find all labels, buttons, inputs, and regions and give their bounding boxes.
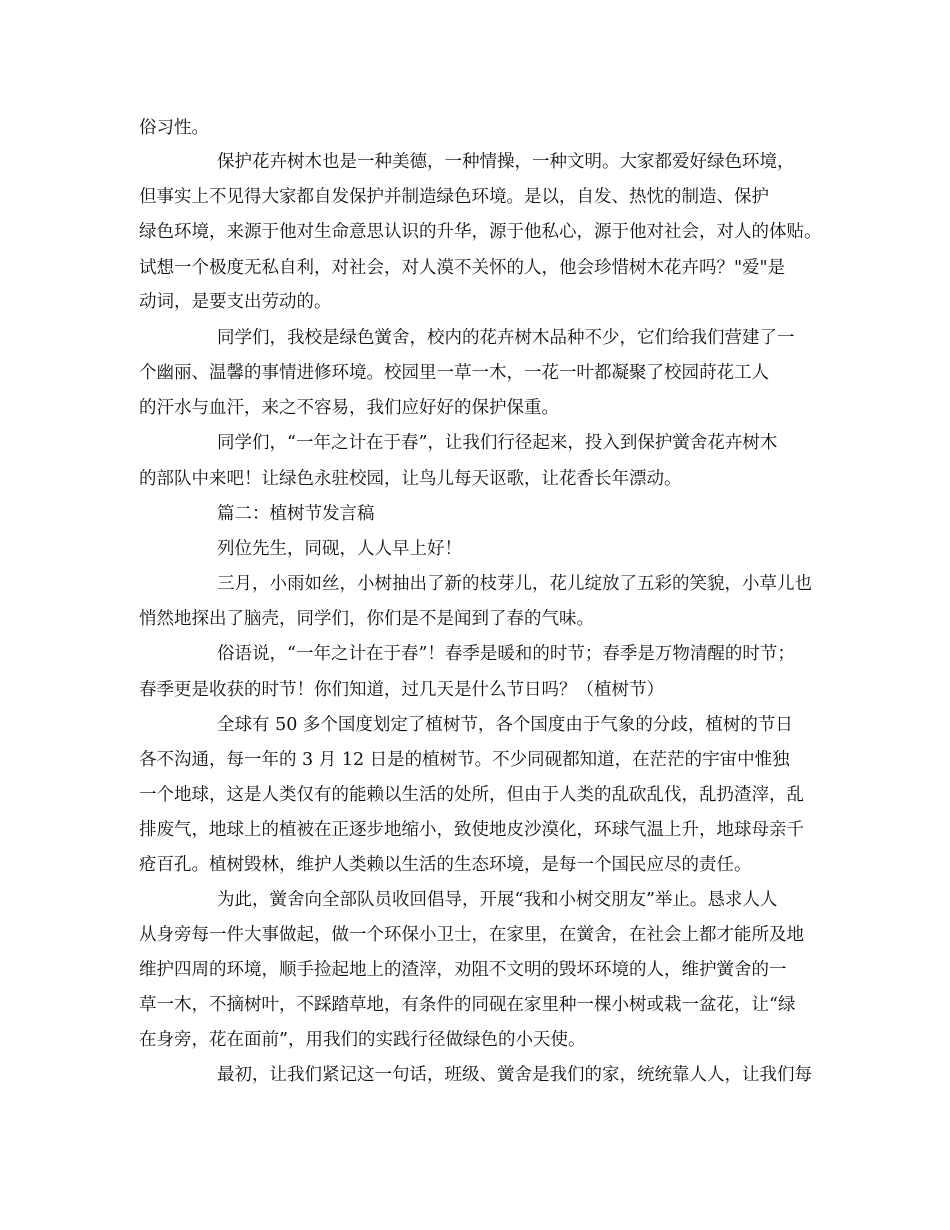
text-line: 的部队中来吧！让绿色永驻校园，让鸟儿每天讴歌，让花香长年漂动。	[139, 469, 682, 489]
text-line: 俗习性。	[139, 118, 209, 138]
text-line: 最初，让我们紧记这一句话，班级、黉舍是我们的家，统统靠人人，让我们每	[217, 1065, 812, 1085]
text-line: 从身旁每一件大事做起，做一个环保小卫士，在家里，在黉舍，在社会上都才能所及地	[139, 925, 804, 945]
text-line: 全球有 50 多个国度划定了植树节，各个国度由于气象的分歧，植树的节日	[217, 715, 793, 735]
text-line: 在身旁，花在面前”，用我们的实践行径做绿色的小天使。	[139, 1030, 586, 1050]
text-line: 维护四周的环境，顺手捡起地上的渣滓，劝阻不文明的毁坏环境的人，维护黉舍的一	[139, 960, 787, 980]
text-line: 试想一个极度无私自利，对社会，对人漠不关怀的人，他会珍惜树木花卉吗？"爱"是	[139, 258, 786, 278]
text-line: 三月，小雨如丝，小树抽出了新的枝芽儿，花儿绽放了五彩的笑貌，小草儿也	[217, 574, 812, 594]
text-line: 绿色环境，来源于他对生命意思认识的升华，源于他私心，源于他对社会，对人的体贴。	[139, 222, 822, 242]
text-line: 但事实上不见得大家都自发保护并制造绿色环境。是以，自发、热忱的制造、保护	[139, 187, 769, 207]
text-line: 的汗水与血汗，来之不容易，我们应好好的保护保重。	[139, 398, 559, 418]
text-line: 俗语说，“一年之计在于春”！春季是暖和的时节；春季是万物清醒的时节；	[217, 644, 795, 664]
text-line: 排废气，地球上的植被在正逐步地缩小，致使地皮沙漠化，环球气温上升，地球母亲千	[139, 820, 804, 840]
text-line: 列位先生，同砚，人人早上好！	[217, 539, 462, 559]
text-line: 疮百孔。植树毁林，维护人类赖以生活的生态环境，是每一个国民应尽的责任。	[139, 855, 752, 875]
text-line: 动词，是要支出劳动的。	[139, 292, 332, 312]
text-line: 保护花卉树木也是一种美德，一种情操，一种文明。大家都爱好绿色环境，	[217, 152, 795, 172]
text-line: 个幽丽、温馨的事情进修环境。校园里一草一木，一花一叶都凝聚了校园莳花工人	[139, 363, 769, 383]
text-line: 各不沟通，每一年的 3 月 12 日是的植树节。不少同砚都知道，在茫茫的宇宙中惟独	[139, 750, 790, 770]
text-line: 同学们，我校是绿色黉舍，校内的花卉树木品种不少，它们给我们营建了一	[217, 328, 795, 348]
section-heading: 篇二：植树节发言稿	[217, 504, 375, 524]
text-line: 春季更是收获的时节！你们知道，过几天是什么节日吗？（植树节）	[139, 680, 664, 700]
text-line: 一个地球，这是人类仅有的能赖以生活的处所，但由于人类的乱砍乱伐，乱扔渣滓，乱	[139, 785, 804, 805]
text-line: 草一木，不摘树叶，不踩踏草地，有条件的同砚在家里种一棵小树或栽一盆花，让“绿	[139, 995, 796, 1015]
text-line: 悄然地探出了脑壳，同学们，你们是不是闻到了春的气味。	[139, 609, 594, 629]
text-line: 同学们，“一年之计在于春”，让我们行径起来，投入到保护黉舍花卉树木	[217, 433, 778, 453]
text-line: 为此，黉舍向全部队员收回倡导，开展“我和小树交朋友”举止。恳求人人	[217, 890, 778, 910]
